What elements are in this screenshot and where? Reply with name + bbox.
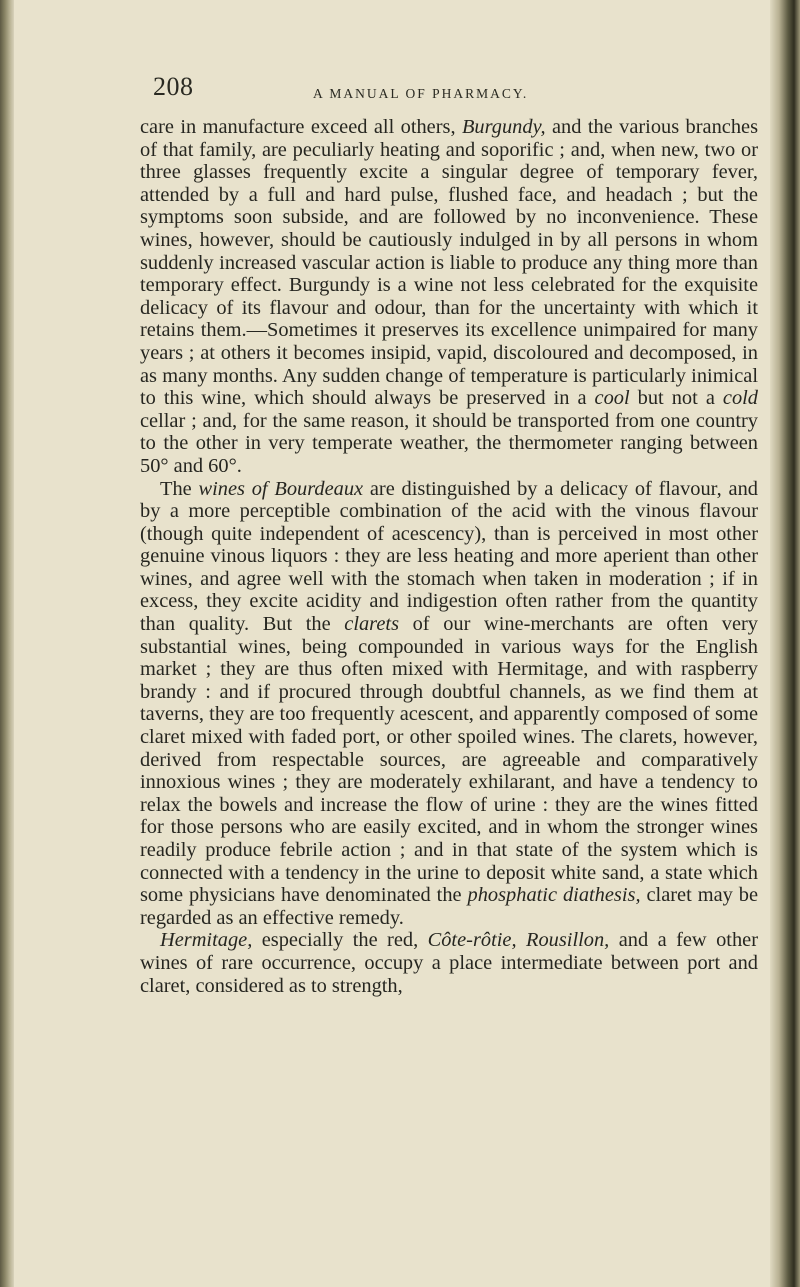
text-run bbox=[517, 929, 526, 951]
italic-text: Côte-rôtie, bbox=[427, 929, 517, 952]
italic-text: Hermitage, bbox=[160, 929, 253, 952]
italic-text: phosphatic diathesis, bbox=[467, 884, 641, 907]
page-number: 208 bbox=[153, 72, 194, 101]
page-header bbox=[153, 72, 793, 112]
italic-text: wines of Bourdeaux bbox=[198, 477, 364, 500]
text-run: and a few other wines of rare occurrence, occupy a place intermediate between port and claret, considered as to strength, bbox=[140, 929, 758, 997]
italic-text: cold bbox=[722, 387, 758, 410]
body-text bbox=[140, 116, 758, 997]
paragraph bbox=[140, 116, 758, 478]
page-left-edge bbox=[0, 0, 14, 1287]
italic-text: clarets bbox=[344, 613, 400, 636]
italic-text: Burgundy, bbox=[461, 116, 546, 138]
italic-text: Rousillon, bbox=[526, 929, 610, 952]
paragraph bbox=[140, 478, 758, 930]
text-run: are distinguished by a delicacy of flavour, and by a more perceptible combination of the acid with the vinous flavour (though quite independent of acescency), than is perceived in most other genuine vinous liquors : they are less heating and more aperient than other wines, and agree well with the stomach when taken in moderation ; if in excess, they excite acidity and indigestion often rather from the quantity than quality. But the bbox=[140, 477, 758, 636]
paragraph bbox=[140, 929, 758, 997]
italic-text: cool bbox=[594, 387, 630, 410]
text-run: especially the red, bbox=[252, 929, 428, 952]
running-head: A MANUAL OF PHARMACY. bbox=[313, 86, 529, 101]
text-run: and the various branches of that family, are peculiarly heating and soporific ; and, when new, two or three glasses frequently excite a singular degree of temporary fever, attended by a full and hard pulse, flushed face, and headach ; but the symptoms soon subside, and are followed by no inconvenience. These wines, however, should be cautiously indulged in by all persons in whom suddenly increased vascular action is liable to produce any thing more than temporary effect. Burgundy is a wine not less celebrated for the exquisite delicacy of its flavour and odour, than for the uncertainty with which it retains them.—Sometimes it preserves its excellence unimpaired for many years ; at others it becomes insipid, vapid, discoloured and decomposed, in as many months. Any sudden change of temperature is particularly inimical to this wine, which should always be preserved in a bbox=[140, 116, 759, 410]
text-run: but not a bbox=[629, 387, 723, 410]
page-right-binding bbox=[770, 0, 800, 1287]
text-run: care in manufacture exceed all others, bbox=[140, 116, 462, 138]
text-run: The bbox=[160, 477, 199, 500]
text-run: claret may be regarded as an effective remedy. bbox=[140, 884, 758, 929]
text-run: cellar ; and, for the same reason, it should be transported from one country to the other in very temperate weather, the thermometer ranging between 50° and 60°. bbox=[140, 409, 758, 477]
text-run: of our wine-merchants are often very substantial wines, being compounded in various ways for the English market ; they are thus often mixed with Hermitage, and with raspberry brandy : and if procured through doubtful channels, as we find them at taverns, they are too frequently acescent, and apparently composed of some claret mixed with faded port, or other spoiled wines. The clarets, however, derived from respectable sources, are agreeable and comparatively innoxious wines ; they are moderately exhilarant, and have a tendency to relax the bowels and increase the flow of urine : they are the wines fitted for those persons who are easily excited, and in whom the stronger wines readily produce febrile action ; and in that state of the system which is connected with a tendency in the urine to deposit white sand, a state which some physicians have denominated the bbox=[140, 613, 758, 907]
